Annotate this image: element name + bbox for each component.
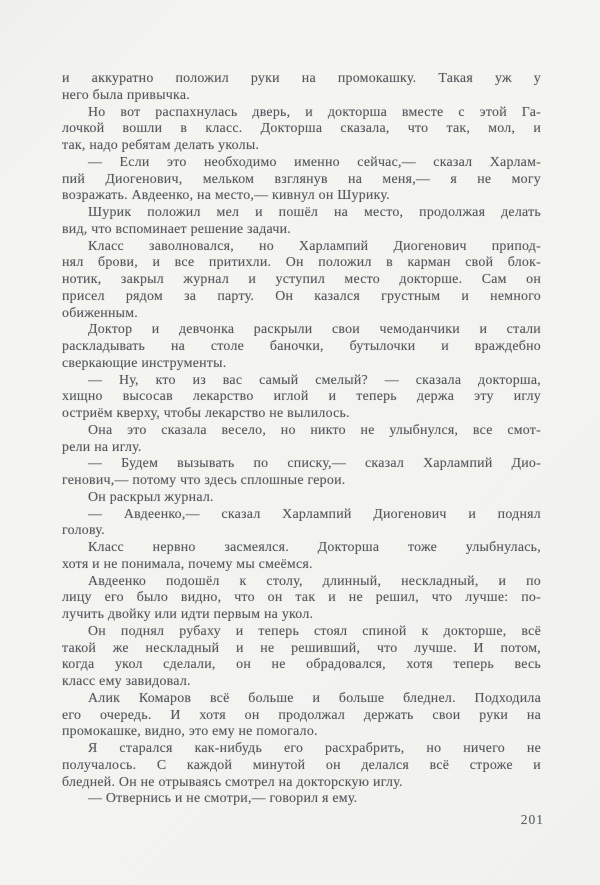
text-line: нял брови, и все притихли. Он положил в карман свой блок-: [62, 255, 541, 271]
text-line: когда укол сделали, он не обрадовался, хотя теперь весь: [62, 657, 541, 673]
text-line: него была привычка.: [62, 87, 190, 103]
text-line: обиженным.: [62, 305, 138, 321]
text-line: его очередь. И хотя он продолжал держать свои руки на: [62, 707, 541, 723]
text-line: раскладывать на столе баночки, бутылочки и враждебно: [62, 339, 541, 354]
text-line: получалось. С каждой минутой он делался всё строже и: [62, 757, 541, 773]
text-line: и аккуратно положил руки на промокашку. Такая уж у: [62, 71, 541, 86]
page-number: 201: [520, 812, 544, 827]
text-line: — Будем вызывать по списку,— сказал Харлампий Дио-: [88, 456, 541, 472]
text-line: Он раскрыл журнал.: [88, 489, 214, 505]
text-line: присел рядом за парту. Он казался грустным и немного: [62, 288, 541, 304]
page-text: [62, 71, 541, 808]
text-line: рели на иглу.: [62, 439, 142, 455]
text-line: хищно высосав лекарство иглой и теперь держа эту иглу: [62, 389, 541, 405]
text-line: Он поднял рубаху и теперь стоял спиной к докторше, всё: [88, 623, 541, 639]
text-line: Я старался как-нибудь его расхрабрить, но ничего не: [88, 741, 541, 756]
text-line: класс ему завидовал.: [62, 674, 191, 689]
text-line: Класс нервно засмеялся. Докторша тоже улыбнулась,: [88, 540, 541, 555]
text-line: такой же нескладный и не решивший, что лучше. И потом,: [62, 640, 541, 656]
text-line: Она это сказала весело, но никто не улыбнулся, все смот-: [88, 422, 541, 438]
text-line: — Отвернись и не смотри,— говорил я ему.: [88, 791, 358, 807]
text-line: Алик Комаров всё больше и больше бледнел. Подходила: [88, 690, 541, 706]
text-line: остриём кверху, чтобы лекарство не вылилось.: [62, 406, 350, 421]
text-line: голову.: [62, 523, 105, 539]
text-line: возражать. Авдеенко, на место,— кивнул он Шурику.: [62, 188, 390, 204]
text-line: так, надо ребятам делать уколы.: [62, 138, 260, 153]
text-line: вид, что вспоминает решение задачи.: [62, 221, 292, 237]
text-line: Шурик положил мел и пошёл на место, продолжая делать: [88, 205, 541, 220]
text-line: лицу его было видно, что он так и не решил, что лучше: по-: [62, 590, 541, 606]
text-line: Но вот распахнулась дверь, и докторша вместе с этой Га-: [88, 104, 541, 120]
text-line: нотик, закрыл журнал и уступил место докторше. Сам он: [62, 272, 541, 287]
text-line: Доктор и девчонка раскрыли свои чемоданчики и стали: [88, 322, 541, 338]
text-line: — Ну, кто из вас самый смелый? — сказала докторша,: [88, 372, 541, 388]
text-line: бледней. Он не отрываясь смотрел на докторскую иглу.: [62, 774, 403, 790]
text-line: лочкой вошли в класс. Докторша сказала, что так, мол, и: [62, 121, 541, 137]
text-line: сверкающие инструменты.: [62, 355, 227, 371]
text-line: пий Диогенович, мельком взглянув на меня,— я не могу: [62, 171, 541, 187]
text-line: лучить двойку или идти первым на укол.: [62, 607, 314, 622]
text-line: — Авдеенко,— сказал Харлампий Диогенович и поднял: [88, 506, 541, 522]
text-line: — Если это необходимо именно сейчас,— сказал Харлам-: [88, 154, 541, 170]
text-line: хотя и не понимала, почему мы смеёмся.: [62, 556, 313, 572]
text-line: генович,— потому что здесь сплошные герои.: [62, 473, 346, 488]
text-line: Класс заволновался, но Харлампий Диогенович припод-: [88, 238, 541, 254]
text-line: Авдеенко подошёл к столу, длинный, нескладный, и по: [88, 573, 541, 589]
text-line: промокашке, видно, это ему не помогало.: [62, 724, 318, 740]
